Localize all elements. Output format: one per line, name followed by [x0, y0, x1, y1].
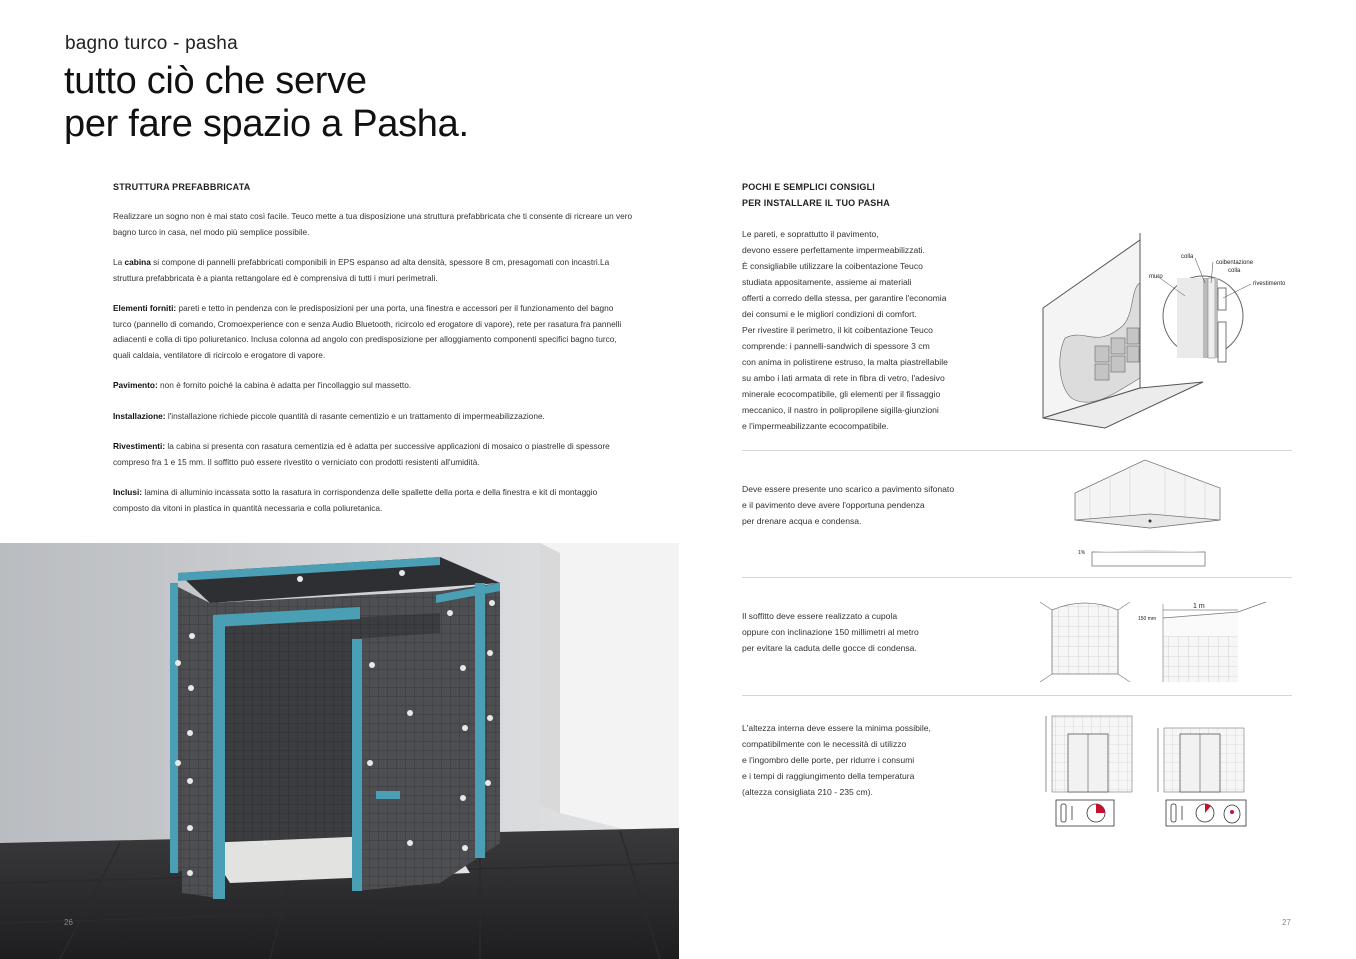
elementi-paragraph: Elementi forniti: pareti e tetto in pendenza con le predisposizioni per una porta, una finestra e accessori per il funzionamento del bagno turco (pannello di comando, Cromoexperience con e senza Audio Bluetooth, ricircolo ed erogatore di vapore), rete per rasatura fra pannelli adiacenti e colla di tipo poliuretanico. Inclusa colonna ad angolo con predisposizione per alloggiamento componenti specifici bagno turco, quali caldaia, ventilatore di ricircolo e erogatore di vapore.: [113, 303, 622, 360]
installazione-label: Installazione:: [113, 410, 166, 421]
divider-3: [742, 695, 1292, 696]
insulation-diagram: [1035, 228, 1295, 433]
tips-heading-line-2: PER INSTALLARE IL TUO PASHA: [742, 198, 890, 208]
label-coibentazione: coibentazione: [1216, 260, 1254, 266]
label-colla: colla: [1181, 254, 1194, 260]
label-slope: 1%: [1078, 550, 1086, 556]
label-1m: 1 m: [1193, 603, 1205, 610]
tips-heading-line-1: POCHI E SEMPLICI CONSIGLI: [742, 182, 876, 192]
tip-3-text: Il soffitto deve essere realizzato a cupola oppure con inclinazione 150 millimetri al metro per evitare la caduta delle gocce di condensa.: [742, 611, 919, 653]
steam-cabin-render: [0, 543, 679, 959]
installation-tips-section: [742, 179, 890, 211]
divider-2: [742, 577, 1292, 578]
label-colla-2: colla: [1228, 268, 1241, 274]
breadcrumb-separator: -: [173, 33, 180, 54]
elementi-label: Elementi forniti:: [113, 303, 177, 313]
ceiling-diagram: [1038, 596, 1273, 688]
pavimento-paragraph: Pavimento: non è fornito poiché la cabina è adatta per l'incollaggio sul massetto.: [113, 380, 412, 390]
intro-paragraph: Realizzare un sogno non è mai stato così facile. Teuco mette a tua disposizione una struttura prefabbricata che ti consente di ricreare un vero bagno turco in casa, nel modo più semplice possibile.: [113, 211, 633, 237]
title-line-1: tutto ciò che serve: [64, 60, 367, 102]
inclusi-label: Inclusi:: [113, 487, 143, 497]
title-line-2: per fare spazio a Pasha.: [64, 103, 469, 145]
tip-1-text: Le pareti, e soprattutto il pavimento, devono essere perfettamente impermeabilizzati. È consigliabile utilizzare la coibentazione Teuco studiata appositamente, assieme ai materiali offerti a corredo della stessa, per garantire l'economia dei consumi e le migliori condizioni di comfort. Per rivestire il perimetro, il kit coibentazione Teuco comprende: i pannelli-sandwich di spessore 3 cm con anima in polistirene estruso, la malta piastrellabile su ambo i lati armata di rete in fibra di vetro, l'adesivo minerale ecocompatibile, gli elementi per il fissaggio meccanico, il nastro in polipropilene sigilla-giunzioni e l'impermeabilizzante ecocompatibile.: [742, 229, 948, 431]
steam-cabin-illustration: [0, 543, 679, 959]
inclusi-paragraph: Inclusi: lamina di alluminio incassata sotto la rasatura in corrispondenza delle spallette della porta e della finestra e kit di montaggio composto da vitoni in plastica in quantità necessaria e colla poliuretanica.: [113, 487, 598, 513]
divider-1: [742, 450, 1292, 451]
tip-4-text: L'altezza interna deve essere la minima possibile, compatibilmente con le necessità di utilizzo e l'ingombro delle porte, per ridurre i consumi e i tempi di raggiungimento della temperatura (altezza consigliata 210 - 235 cm).: [742, 723, 931, 797]
label-150mm: 150 mm: [1138, 616, 1157, 622]
label-muro: muro: [1149, 274, 1163, 280]
breadcrumb-brand: pasha: [185, 33, 238, 54]
structure-section: [113, 179, 633, 531]
page-number-left: 26: [64, 918, 73, 927]
height-diagram: [1028, 708, 1258, 833]
installazione-paragraph: Installazione: l'installazione richiede piccole quantità di rasante cementizio e un trattamento di impermeabilizzazione.: [113, 410, 545, 421]
floor-drain-diagram: [1070, 458, 1230, 573]
breadcrumb: [65, 33, 238, 55]
rivestimenti-label: Rivestimenti:: [113, 441, 166, 451]
page-title: [64, 60, 469, 146]
structure-heading: STRUTTURA PREFABBRICATA: [113, 182, 251, 192]
cabina-paragraph: La cabina si compone di pannelli prefabbricati componibili in EPS espanso ad alta densità, spessore 8 cm, presagomati con incastri.La struttura prefabbricata è a pianta rettangolare ed è comprensiva di tutti i muri perimetrali.: [113, 257, 610, 283]
cabina-label: cabina: [124, 257, 151, 267]
page-number-right: 27: [1282, 918, 1291, 927]
label-rivestimento: rivestimento: [1253, 281, 1286, 287]
tip-2-text: Deve essere presente uno scarico a pavimento sifonato e il pavimento deve avere l'opportuna pendenza per drenare acqua e condensa.: [742, 484, 955, 526]
rivestimenti-paragraph: Rivestimenti: la cabina si presenta con rasatura cementizia ed è adatta per successive applicazioni di mosaico o piastrelle di spessore compreso fra 1 e 15 mm. Il soffitto può essere rivestito o verniciato con prodotti resistenti all'umidità.: [113, 441, 610, 467]
breadcrumb-main: bagno turco: [65, 33, 168, 54]
pavimento-label: Pavimento:: [113, 380, 158, 390]
